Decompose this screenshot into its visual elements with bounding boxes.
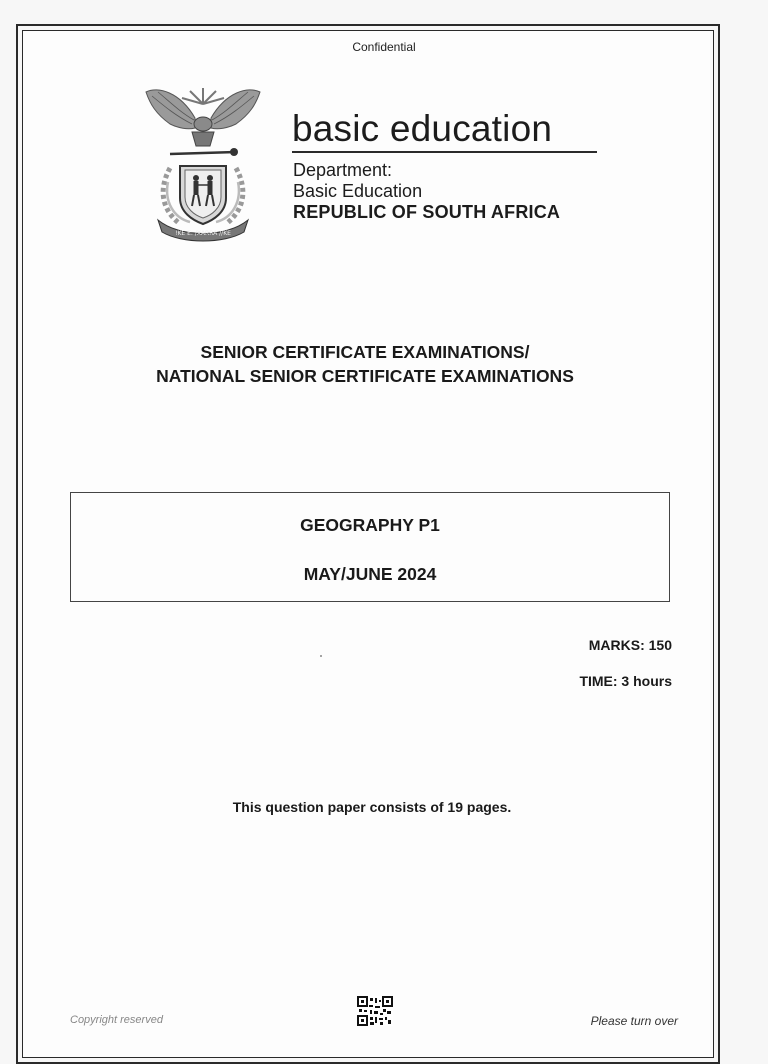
country-name: REPUBLIC OF SOUTH AFRICA	[293, 202, 561, 222]
turn-over-note: Please turn over	[590, 1014, 678, 1028]
page-count-note: This question paper consists of 19 pages.	[232, 799, 512, 815]
brand-divider	[292, 151, 597, 153]
department-name: Basic Education	[293, 181, 423, 201]
subject-box	[70, 492, 670, 602]
time-label: TIME: 3 hours	[579, 673, 672, 689]
marks-label: MARKS: 150	[588, 637, 672, 653]
exam-title-line-2: NATIONAL SENIOR CERTIFICATE EXAMINATIONS	[156, 366, 574, 386]
exam-session: MAY/JUNE 2024	[303, 564, 437, 584]
qr-code-icon	[357, 996, 393, 1026]
exam-title-line-1: SENIOR CERTIFICATE EXAMINATIONS/	[200, 342, 530, 362]
svg-text:!KE E: /XARRA //KE: !KE E: /XARRA //KE	[175, 230, 231, 237]
confidential-label: Confidential	[352, 40, 416, 54]
department-label: Department:	[293, 160, 393, 180]
copyright-note: Copyright reserved	[70, 1014, 163, 1026]
subject-name: GEOGRAPHY P1	[300, 515, 440, 535]
scan-speck	[320, 655, 322, 657]
brand-title: basic education	[292, 108, 553, 149]
coat-of-arms-icon	[140, 82, 266, 242]
